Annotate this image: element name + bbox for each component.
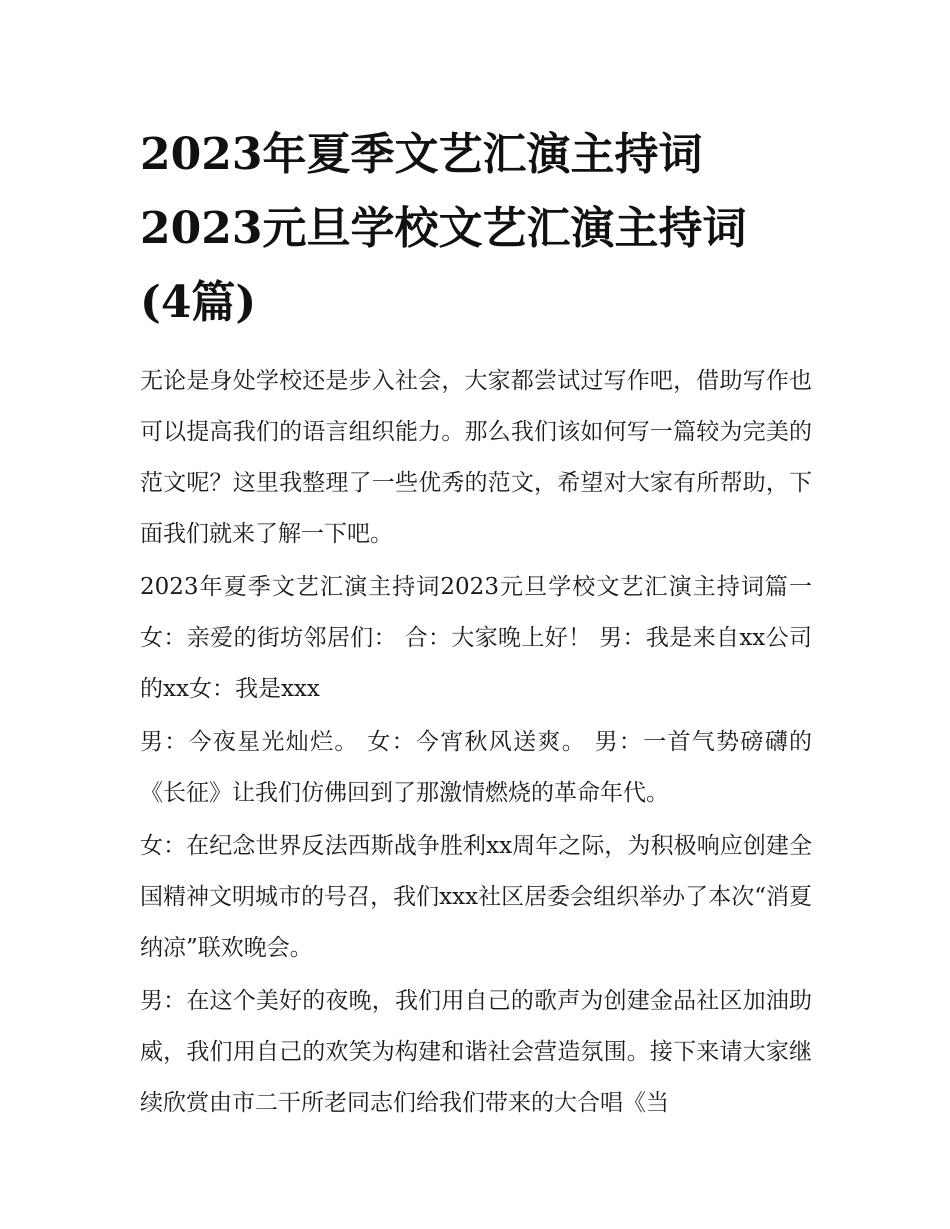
body-paragraph-3: 女：在纪念世界反法西斯战争胜利xx周年之际，为积极响应创建全国精神文明城市的号召，我们xxx社区居委会组织举办了本次“消夏纳凉”联欢晚会。 <box>140 833 812 961</box>
title-line-2: 2023元旦学校文艺汇演主持词 <box>140 203 747 254</box>
document-page <box>140 118 812 1131</box>
title-line-1: 2023年夏季文艺汇演主持词 <box>140 129 703 180</box>
body-paragraph-1: 2023年夏季文艺汇演主持词2023元旦学校文艺汇演主持词篇一 女：亲爱的街坊邻居们： 合：大家晚上好！ 男：我是来自xx公司的xx女：我是xxx <box>140 574 812 702</box>
title-line-3: (4篇) <box>140 277 257 328</box>
intro-paragraph: 无论是身处学校还是步入社会，大家都尝试过写作吧，借助写作也可以提高我们的语言组织能力。那么我们该如何写一篇较为完美的范文呢？这里我整理了一些优秀的范文，希望对大家有所帮助，下面我们就来了解一下吧。 <box>140 368 812 547</box>
body-paragraph-4: 男：在这个美好的夜晚，我们用自己的歌声为创建金品社区加油助威，我们用自己的欢笑为构建和谐社会营造氛围。接下来请大家继续欣赏由市二干所老同志们给我们带来的大合唱《当 <box>140 988 812 1116</box>
body-paragraph-2: 男：今夜星光灿烂。 女：今宵秋风送爽。 男：一首气势磅礴的《长征》让我们仿佛回到了那激情燃烧的革命年代。 <box>140 729 812 806</box>
document-title <box>140 118 812 340</box>
